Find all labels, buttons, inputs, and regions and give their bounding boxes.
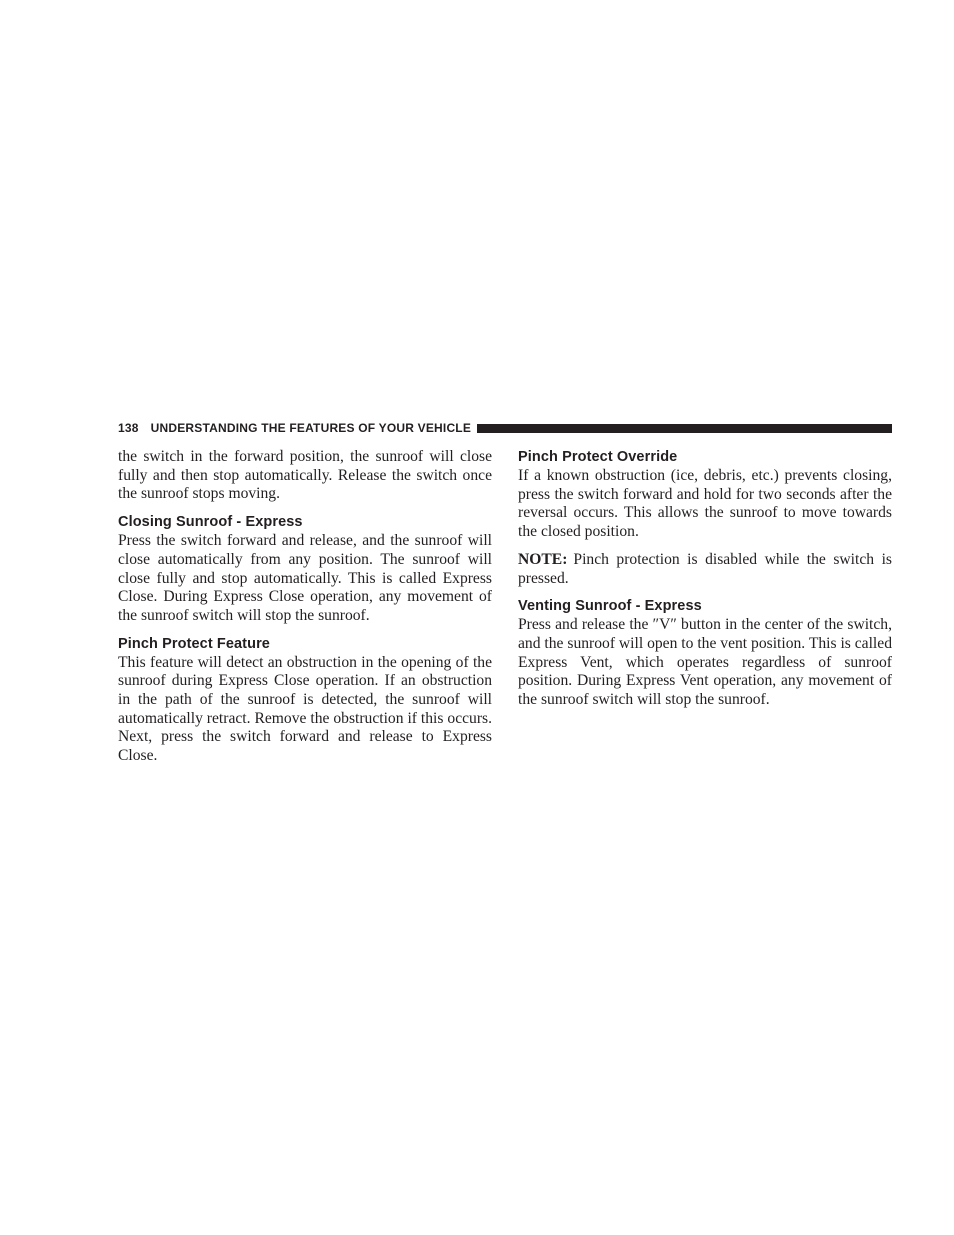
venting-express-body: Press and release the ″V″ button in the center of the switch, and the sunroof will open to the vent position. This is called Express Vent, which operates regardless of sunroof position. During Express Vent operation, any movement of the sunroof switch will stop the sunroof.: [518, 616, 892, 709]
right-column: [518, 448, 892, 719]
header-rule-bar: [477, 424, 892, 433]
pinch-feature-body: This feature will detect an obstruction in the opening of the sunroof during Express Close operation. If an obstruction in the path of the sunroof is detected, the sunroof will automatically retract. Remove the obstruction if this occurs. Next, press the switch forward and release to Express Close.: [118, 653, 492, 765]
note-paragraph: [518, 551, 892, 588]
note-text: Pinch protection is disabled while the switch is pressed.: [518, 550, 892, 587]
pinch-override-heading: Pinch Protect Override: [518, 449, 678, 465]
closing-express-body: Press the switch forward and release, and the sunroof will close automatically from any position. The sunroof will close fully and stop automatically. This is called Express Close. During Express Close operation, any movement of the sunroof switch will stop the sunroof.: [118, 532, 492, 624]
left-column: [118, 448, 492, 775]
section-title: UNDERSTANDING THE FEATURES OF YOUR VEHICLE: [150, 421, 472, 435]
closing-express-heading: Closing Sunroof - Express: [118, 514, 303, 531]
pinch-override-body: If a known obstruction (ice, debris, etc.) prevents closing, press the switch forward and hold for two seconds after the reversal occurs. This allows the sunroof to move towards the closed position.: [518, 467, 892, 541]
venting-express-heading: Venting Sunroof - Express: [518, 598, 702, 615]
note-label: NOTE:: [518, 550, 568, 568]
page-number: 138: [118, 421, 139, 435]
page-header: [118, 419, 892, 437]
pinch-feature-heading: Pinch Protect Feature: [118, 635, 270, 652]
intro-paragraph: the switch in the forward position, the sunroof will close fully and then stop automatically. Release the switch once the sunroof stops moving.: [118, 448, 492, 503]
